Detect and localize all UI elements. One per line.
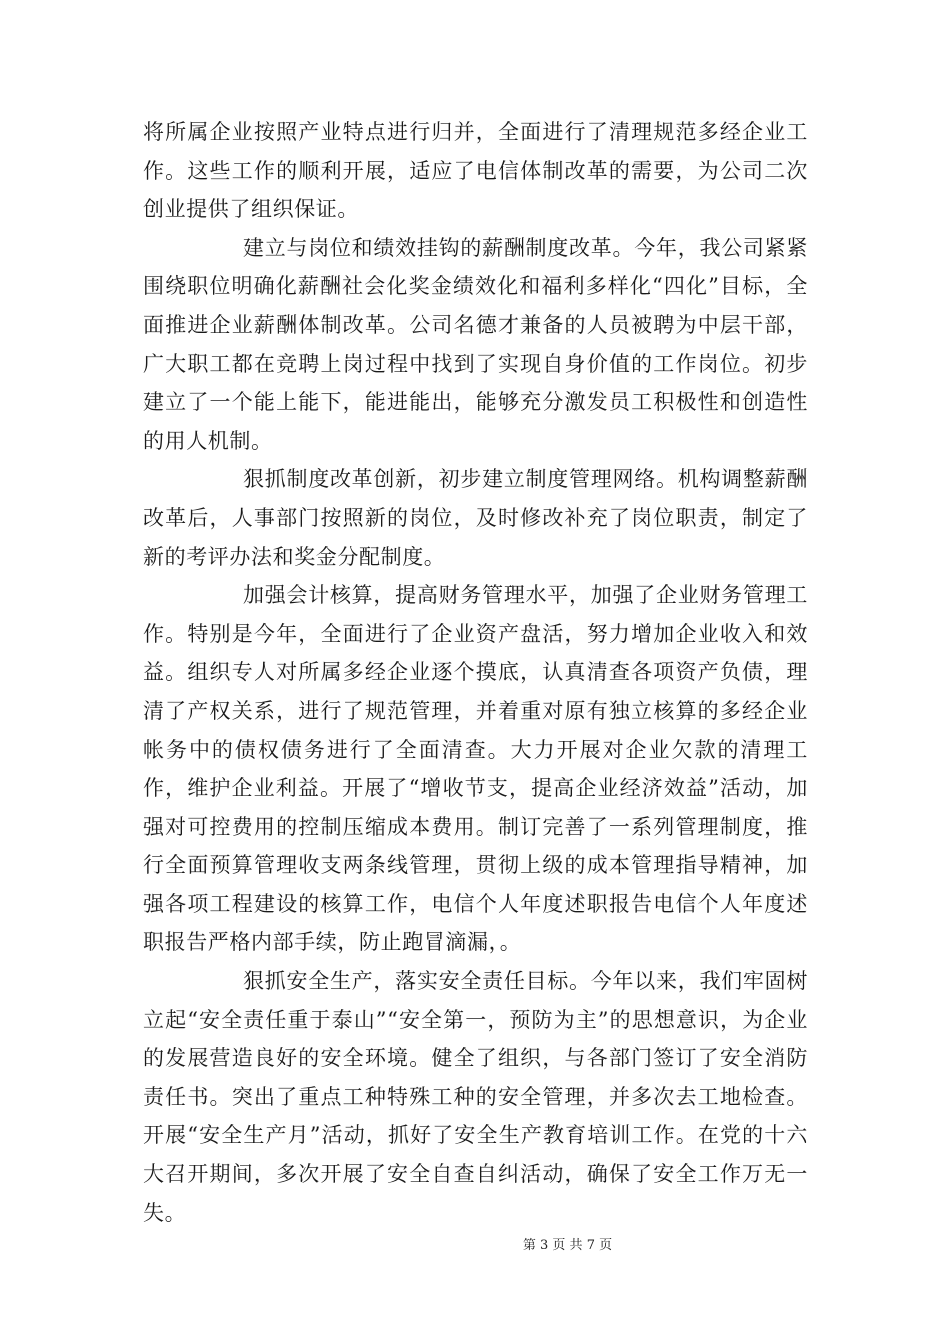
paragraph-institution-reform: 狠抓制度改革创新，初步建立制度管理网络。机构调整薪酬改革后，人事部门按照新的岗位，及时修改补充了岗位职责，制定了新的考评办法和奖金分配制度。 bbox=[143, 467, 808, 569]
page-number: 第 3 页 共 7 页 bbox=[522, 1238, 613, 1253]
paragraph-continuation: 将所属企业按照产业特点进行归并，全面进行了清理规范多经企业工作。这些工作的顺利开展，适应了电信体制改革的需要，为公司二次创业提供了组织保证。 bbox=[143, 120, 808, 222]
paragraph-accounting: 加强会计核算，提高财务管理水平，加强了企业财务管理工作。特别是今年，全面进行了企业资产盘活，努力增加企业收入和效益。组织专人对所属多经企业逐个摸底，认真清查各项资产负债，理清了产权关系，进行了规范管理，并着重对原有独立核算的多经企业帐务中的债权债务进行了全面清查。大力开展对企业欠款的清理工作，维护企业利益。开展了“增收节支，提高企业经济效益”活动，加强对可控费用的控制压缩成本费用。制订完善了一系列管理制度，推行全面预算管理收支两条线管理，贯彻上级的成本管理指导精神，加强各项工程建设的核算工作，电信个人年度述职报告电信个人年度述职报告严格内部手续，防止跑冒滴漏，。 bbox=[143, 583, 808, 955]
page-footer bbox=[0, 1234, 950, 1253]
paragraph-salary-reform: 建立与岗位和绩效挂钩的薪酬制度改革。今年，我公司紧紧围绕职位明确化薪酬社会化奖金绩效化和福利多样化“四化”目标，全面推进企业薪酬体制改革。公司名德才兼备的人员被聘为中层干部，广大职工都在竞聘上岗过程中找到了实现自身价值的工作岗位。初步建立了一个能上能下，能进能出，能够充分激发员工积极性和创造性的用人机制。 bbox=[143, 235, 808, 453]
paragraph-safety: 狠抓安全生产，落实安全责任目标。今年以来，我们牢固树立起“安全责任重于泰山”“安全第一，预防为主”的思想意识，为企业的发展营造良好的安全环境。健全了组织，与各部门签订了安全消防责任书。突出了重点工种特殊工种的安全管理，并多次去工地检查。开展“安全生产月”活动，抓好了安全生产教育培训工作。在党的十六大召开期间，多次开展了安全自查自纠活动，确保了安全工作万无一失。 bbox=[143, 969, 808, 1225]
document-body bbox=[143, 113, 808, 1232]
